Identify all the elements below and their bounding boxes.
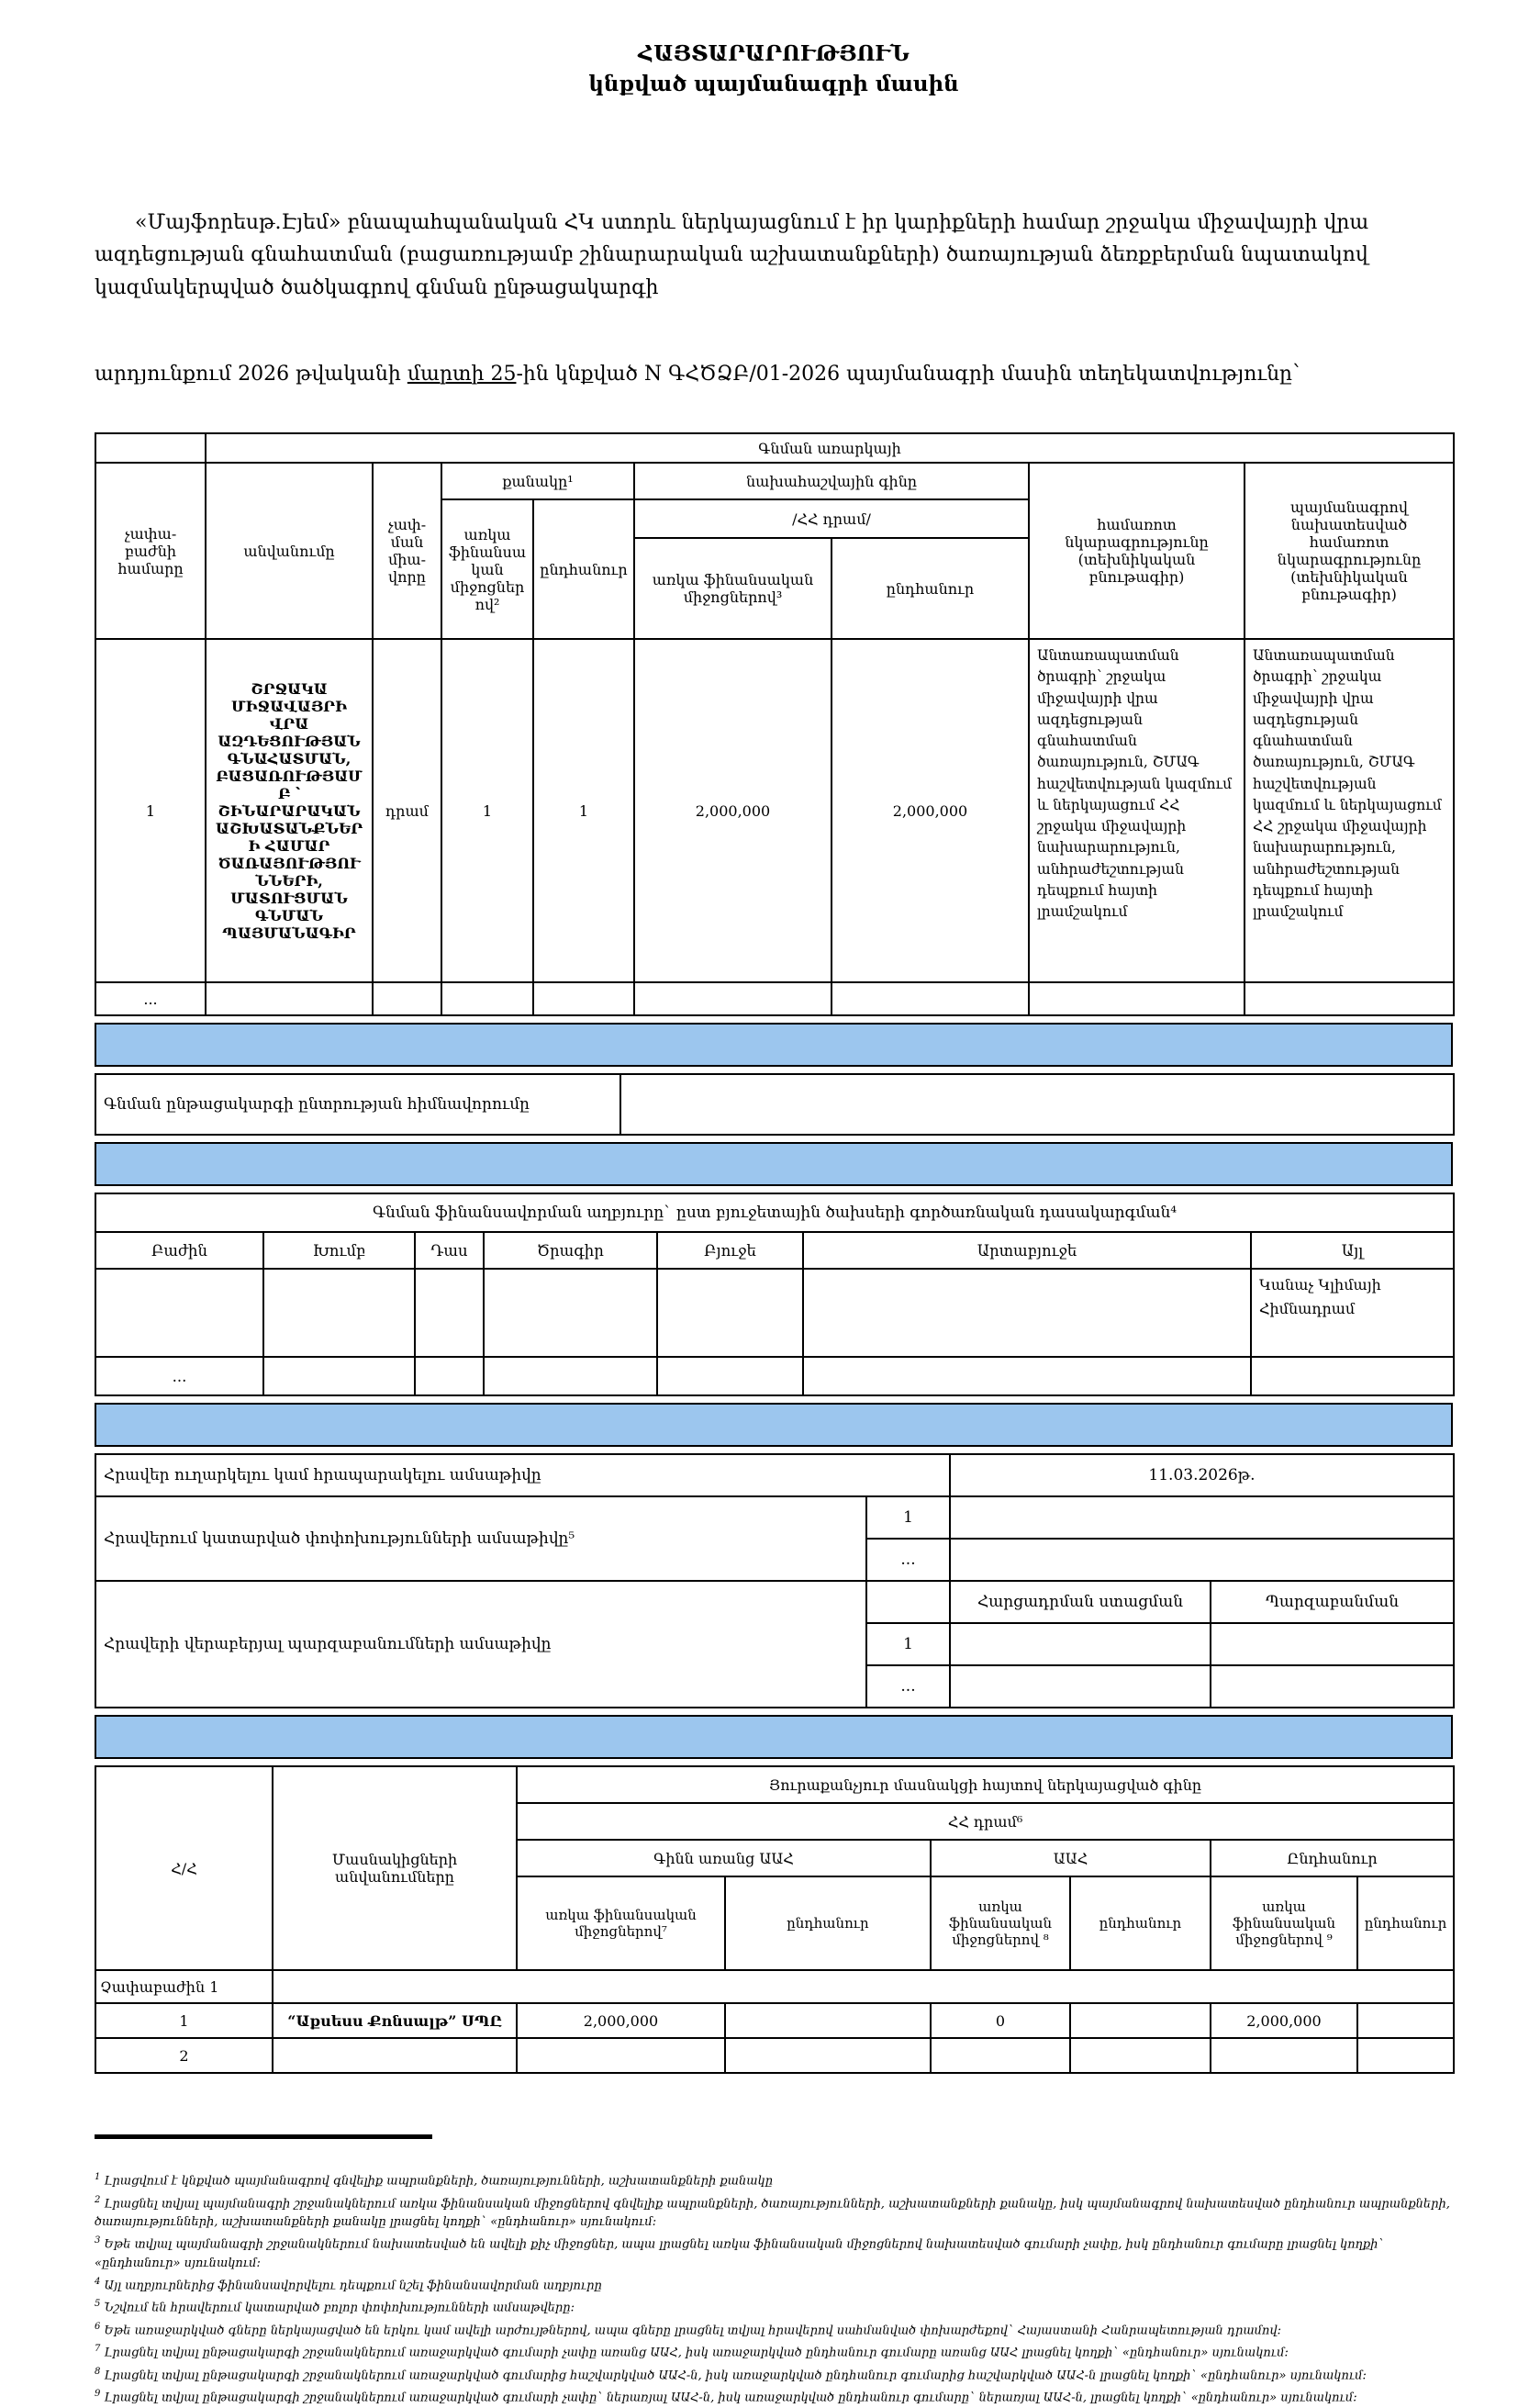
cell-ellipsis: ... — [95, 982, 206, 1015]
empty-cell — [832, 982, 1029, 1015]
empty-cell — [931, 2038, 1070, 2073]
empty-cell — [1211, 2038, 1357, 2073]
footnote-text: Այլ աղբյուրներից ֆինանսավորվելու դեպքում նշել ֆինանսավորման աղբյուրը — [104, 2279, 602, 2293]
col-header-lot-number: չափա-բաժնի համարը — [95, 463, 206, 639]
participants-table — [95, 1765, 1455, 2074]
empty-cell — [657, 1269, 803, 1357]
result-prefix: արդյունքում 2026 թվականի — [95, 362, 407, 386]
part-row-index: 1 — [95, 2003, 273, 2038]
procurement-subject-table — [95, 432, 1455, 1016]
empty-cell — [950, 1665, 1211, 1708]
part-col-names: Մասնակիցների անվանումները — [273, 1766, 517, 1970]
empty-cell — [415, 1269, 484, 1357]
part-sub-total-2: ընդհանուր — [1070, 1876, 1211, 1970]
fin-col-budget: Բյուջե — [657, 1232, 803, 1269]
empty-cell — [866, 1581, 950, 1623]
empty-cell — [725, 2038, 931, 2073]
col-header-price-available-funds: առկա ֆինանսական միջոցներով³ — [634, 538, 832, 639]
footnote — [95, 2387, 1453, 2407]
footnote — [95, 2170, 1453, 2190]
part-sub-available-8: առկա ֆինանսական միջոցներով ⁸ — [931, 1876, 1070, 1970]
empty-cell — [1211, 1665, 1454, 1708]
col-header-price-total: ընդհանուր — [832, 538, 1029, 639]
cell-ellipsis: ... — [95, 1357, 263, 1395]
part-group-vat: ԱԱՀ — [931, 1840, 1211, 1876]
cell-unit: դրամ — [373, 639, 441, 982]
clarification-header: Պարզաբանման — [1211, 1581, 1454, 1623]
changes-date-label: Հրավերում կատարված փոփոխությունների ամսաթիվը⁵ — [95, 1496, 866, 1581]
group-header-quantity: քանակը¹ — [441, 463, 634, 499]
footnote — [95, 2297, 1453, 2317]
part-group-total: Ընդհանուր — [1211, 1840, 1454, 1876]
empty-cell — [263, 1357, 415, 1395]
fin-col-program: Ծրագիր — [484, 1232, 657, 1269]
part-row-vat-total — [1070, 2003, 1211, 2038]
footnotes-block — [95, 2170, 1453, 2408]
empty-cell — [484, 1357, 657, 1395]
clarifications-date-label: Հրավերի վերաբերյալ պարզաբանումների ամսաթիվը — [95, 1581, 866, 1708]
group-header-estimated-price: նախահաշվային գինը — [634, 463, 1029, 499]
justification-label: Գնման ընթացակարգի ընտրության հիմնավորումը — [95, 1074, 620, 1135]
footnote-number: 2 — [95, 2194, 101, 2205]
footnote-text: Նշվում են հրավերում կատարված բոլոր փոփոխությունների ամսաթվերը: — [104, 2301, 575, 2315]
cell-ellipsis: ... — [866, 1665, 950, 1708]
footnote-number: 6 — [95, 2321, 101, 2332]
footnote-number: 4 — [95, 2276, 101, 2287]
part-sub-total-3: ընդհանուր — [1357, 1876, 1454, 1970]
title-line-2: կնքված պայմանագրի մասին — [588, 72, 959, 97]
part-row-company-name — [273, 2038, 517, 2073]
col-header-unit: չափ-ման միա-վորը — [373, 463, 441, 639]
empty-cell — [1029, 982, 1245, 1015]
part-group-without-vat: Գինն առանց ԱԱՀ — [517, 1840, 931, 1876]
footnote-number: 7 — [95, 2344, 101, 2355]
footnote-text: Եթե առաջարկված գները ներկայացված են երկու կամ ավելի արժույթներով, ապա գները լրացնել տվյալ հրավերով սահմանված փոխարժեքով` Հայաստանի Հանրապետության դրամով: — [104, 2324, 1282, 2338]
footnote — [95, 2193, 1453, 2233]
empty-cell — [950, 1539, 1454, 1581]
part-row-vat-available: 0 — [931, 2003, 1070, 2038]
cell-qty-total: 1 — [533, 639, 634, 982]
header-currency-amd: /ՀՀ դրամ/ — [634, 499, 1029, 538]
cell-price-available: 2,000,000 — [634, 639, 832, 982]
empty-cell — [415, 1357, 484, 1395]
part-sub-total-1: ընդհանուր — [725, 1876, 931, 1970]
empty-cell — [206, 982, 373, 1015]
fin-col-group: Խումբ — [263, 1232, 415, 1269]
group-header-procurement-subject: Գնման առարկայի — [206, 433, 1454, 463]
footnote-number: 8 — [95, 2366, 101, 2377]
ellipsis-row — [95, 1357, 1454, 1395]
question-received-header: Հարցադրման ստացման — [950, 1581, 1211, 1623]
result-suffix: -ին կնքված N ԳՀԾՁԲ/01-2026 պայմանագրի մասին տեղեկատվությունը` — [516, 362, 1303, 386]
fin-col-extrabudget: Արտաբյուջե — [803, 1232, 1251, 1269]
cell-short-description: Անտառապատման ծրագրի՝ շրջակա միջավայրի վրա ազդեցության գնահատման ծառայություն, ՇՄԱԳ հաշվետվության կազմում և ներկայացում ՀՀ շրջակա միջավայրի նախարարություն, անհրաժեշտության դեպքում հայտի լրամշակում — [1029, 639, 1245, 982]
col-header-short-description: համառոտ նկարագրությունը (տեխնիկական բնութագիր) — [1029, 463, 1245, 639]
title-line-1: ՀԱՅՏԱՐԱՐՈՒԹՅՈՒՆ — [638, 41, 910, 66]
intro-paragraph: «Մայֆորեսթ.Էյեմ» բնապահպանական ՀԿ ստորև ներկայացնում է իր կարիքների համար շրջակա միջավայրի վրա ազդեցության գնահատման (բացառությամբ շինարարական աշխատանքների) ծառայության ձեռքբերման նպատակով կազմակերպված ծածկագրով գնման ընթացակարգի — [95, 210, 1369, 299]
col-header-qty-total: ընդհանուր — [533, 499, 634, 639]
part-sub-available-9: առկա ֆինանսական միջոցներով ⁹ — [1211, 1876, 1357, 1970]
cell-qty-available: 1 — [441, 639, 533, 982]
invite-date-label: Հրավեր ուղարկելու կամ հրապարակելու ամսաթիվը — [95, 1454, 950, 1496]
footnote — [95, 2342, 1453, 2362]
footnote-number: 3 — [95, 2235, 101, 2246]
section-divider-bar — [95, 1142, 1453, 1186]
empty-cell — [533, 982, 634, 1015]
footnote-text: Լրացնել տվյալ ընթացակարգի շրջանակներում առաջարկված գումարի չափը` ներառյալ ԱԱՀ-ն, իսկ առաջարկված ընդհանուր գումարը` ներառյալ ԱԱՀ-ն, լրացնել կողքի` «ընդհանուր» սյունակում: — [104, 2391, 1357, 2405]
empty-cell — [263, 1269, 415, 1357]
part-currency-header: ՀՀ դրամ⁶ — [517, 1803, 1454, 1840]
footnote — [95, 2234, 1453, 2273]
ellipsis-row — [95, 982, 1454, 1015]
part-row-total-total — [1357, 2003, 1454, 2038]
financing-title: Գնման ֆինանսավորման աղբյուրը` ըստ բյուջետային ծախսերի գործառնական դասակարգման⁴ — [95, 1193, 1454, 1232]
part-row-price-available: 2,000,000 — [517, 2003, 725, 2038]
col-header-contract-description: պայմանագրով նախատեսված համառոտ նկարագրությունը (տեխնիկական բնութագիր) — [1245, 463, 1454, 639]
footnote-text: Լրացնել տվյալ ընթացակարգի շրջանակներում առաջարկված գումարից հաշվարկված ԱԱՀ-ն, իսկ առաջարկված ընդհանուր գումարից հաշվարկված ԱԱՀ-ն լրացնել կողքի` «ընդհանուր» սյունակում: — [104, 2369, 1367, 2383]
col-header-qty-available-funds: առկա ֆինանսական միջոցներով² — [441, 499, 533, 639]
cell-subject-name: ՇՐՋԱԿԱ ՄԻՋԱՎԱՅՐԻ ՎՐԱ ԱԶԴԵՑՈՒԹՅԱՆ ԳՆԱՀԱՏՄԱՆ, ԲԱՑԱՌՈՒԹՅԱՄԲ ՝ ՇԻՆԱՐԱՐԱԿԱՆ ԱՇԽԱՏԱՆՔՆԵՐԻ ՀԱՄԱՐ ԾԱՌԱՅՈՒԹՅՈՒՆՆԵՐԻ, ՄԱՏՈՒՑՄԱՆ ԳՆՄԱՆ ՊԱՅՄԱՆԱԳԻՐ — [206, 639, 373, 982]
empty-cell — [1251, 1357, 1454, 1395]
part-row-price-total — [725, 2003, 931, 2038]
financing-row — [95, 1269, 1454, 1357]
result-paragraph — [95, 358, 1453, 391]
empty-cell — [634, 982, 832, 1015]
participant-row — [95, 2003, 1454, 2038]
empty-cell — [517, 2038, 725, 2073]
part-lot-label: Չափաբաժին 1 — [95, 1970, 273, 2003]
footnote-number: 9 — [95, 2389, 101, 2400]
procurement-row — [95, 639, 1454, 982]
participant-row — [95, 2038, 1454, 2073]
part-row-company-name: “Աքսեսս Քոնսալթ” ՍՊԸ — [273, 2003, 517, 2038]
empty-cell — [95, 1269, 263, 1357]
empty-cell — [1357, 2038, 1454, 2073]
empty-cell — [657, 1357, 803, 1395]
document-title — [95, 39, 1453, 100]
part-sub-available-7: առկա ֆինանսական միջոցներով⁷ — [517, 1876, 725, 1970]
cell-lot-number: 1 — [95, 639, 206, 982]
empty-cell — [803, 1269, 1251, 1357]
fin-other-value: Կանաչ Կլիմայի Հիմնադրամ — [1251, 1269, 1454, 1357]
part-col-index: Հ/Հ — [95, 1766, 273, 1970]
empty-corner-cell — [95, 433, 206, 463]
empty-cell — [484, 1269, 657, 1357]
financing-source-table — [95, 1193, 1455, 1396]
clarification-row-index: 1 — [866, 1623, 950, 1665]
footnote — [95, 2320, 1453, 2340]
footnote-text: Լրացվում է կնքված պայմանագրով գնվելիք ապրանքների, ծառայությունների, աշխատանքների քանակը — [104, 2174, 773, 2189]
empty-cell — [950, 1496, 1454, 1539]
fin-col-section: Բաժին — [95, 1232, 263, 1269]
empty-cell — [803, 1357, 1251, 1395]
footnote-text: Լրացնել տվյալ պայմանագրի շրջանակներում առկա ֆինանսական միջոցներով գնվելիք ապրանքների, ծառայությունների, աշխատանքների քանակը, իսկ պայմանագրով նախատեսված ընդհանուր ապրանքների, ծառայությունների, աշխատանքների քանակը լրացնել կողքի` «ընդհանուր» սյունակում: — [95, 2196, 1450, 2230]
section-divider-bar — [95, 1715, 1453, 1759]
cell-contract-description: Անտառապատման ծրագրի՝ շրջակա միջավայրի վրա ազդեցության գնահատման ծառայություն, ՇՄԱԳ հաշվետվության կազմում և ներկայացում ՀՀ շրջակա միջավայրի նախարարություն, անհրաժեշտության դեպքում հայտի լրամշակում — [1245, 639, 1454, 982]
footnote — [95, 2275, 1453, 2295]
footnote-text: Եթե տվյալ պայմանագրի շրջանակներում նախատեսված են ավելի քիչ միջոցներ, ապա լրացնել առկա ֆինանսական միջոցներով նախատեսված գումարի չափը, իսկ ընդհանուր գումարը լրացնել կողքի` «ընդհանուր» սյունակում: — [95, 2237, 1384, 2270]
footnote-number: 5 — [95, 2299, 101, 2310]
empty-cell — [373, 982, 441, 1015]
empty-cell — [950, 1623, 1211, 1665]
fin-col-class: Դաս — [415, 1232, 484, 1269]
fin-col-other: Այլ — [1251, 1232, 1454, 1269]
footnote-separator-line — [95, 2134, 432, 2139]
footnote-number: 1 — [95, 2172, 101, 2183]
changes-row-index: 1 — [866, 1496, 950, 1539]
footnote — [95, 2365, 1453, 2385]
empty-cell — [1070, 2038, 1211, 2073]
cell-price-total: 2,000,000 — [832, 639, 1029, 982]
footnote-text: Լրացնել տվյալ ընթացակարգի շրջանակներում առաջարկված գումարի չափը առանց ԱԱՀ, իսկ առաջարկված ընդհանուր գումարը առանց ԱԱՀ լրացնել կողքի` «ընդհանուր» սյունակում: — [104, 2346, 1289, 2360]
procedure-justification-table — [95, 1073, 1455, 1136]
invitation-dates-table — [95, 1453, 1455, 1708]
col-header-name: անվանումը — [206, 463, 373, 639]
section-divider-bar — [95, 1023, 1453, 1067]
cell-ellipsis: ... — [866, 1539, 950, 1581]
justification-value — [620, 1074, 1454, 1135]
invite-date-value: 11.03.2026թ. — [950, 1454, 1454, 1496]
empty-cell — [1211, 1623, 1454, 1665]
part-row-index: 2 — [95, 2038, 273, 2073]
empty-cell — [441, 982, 533, 1015]
empty-cell — [273, 1970, 1454, 2003]
contract-date-underlined: մարտի 25 — [407, 362, 517, 386]
part-row-total-available: 2,000,000 — [1211, 2003, 1357, 2038]
empty-cell — [1245, 982, 1454, 1015]
part-price-group-header: Յուրաքանչյուր մասնակցի հայտով ներկայացված գինը — [517, 1766, 1454, 1803]
section-divider-bar — [95, 1403, 1453, 1447]
